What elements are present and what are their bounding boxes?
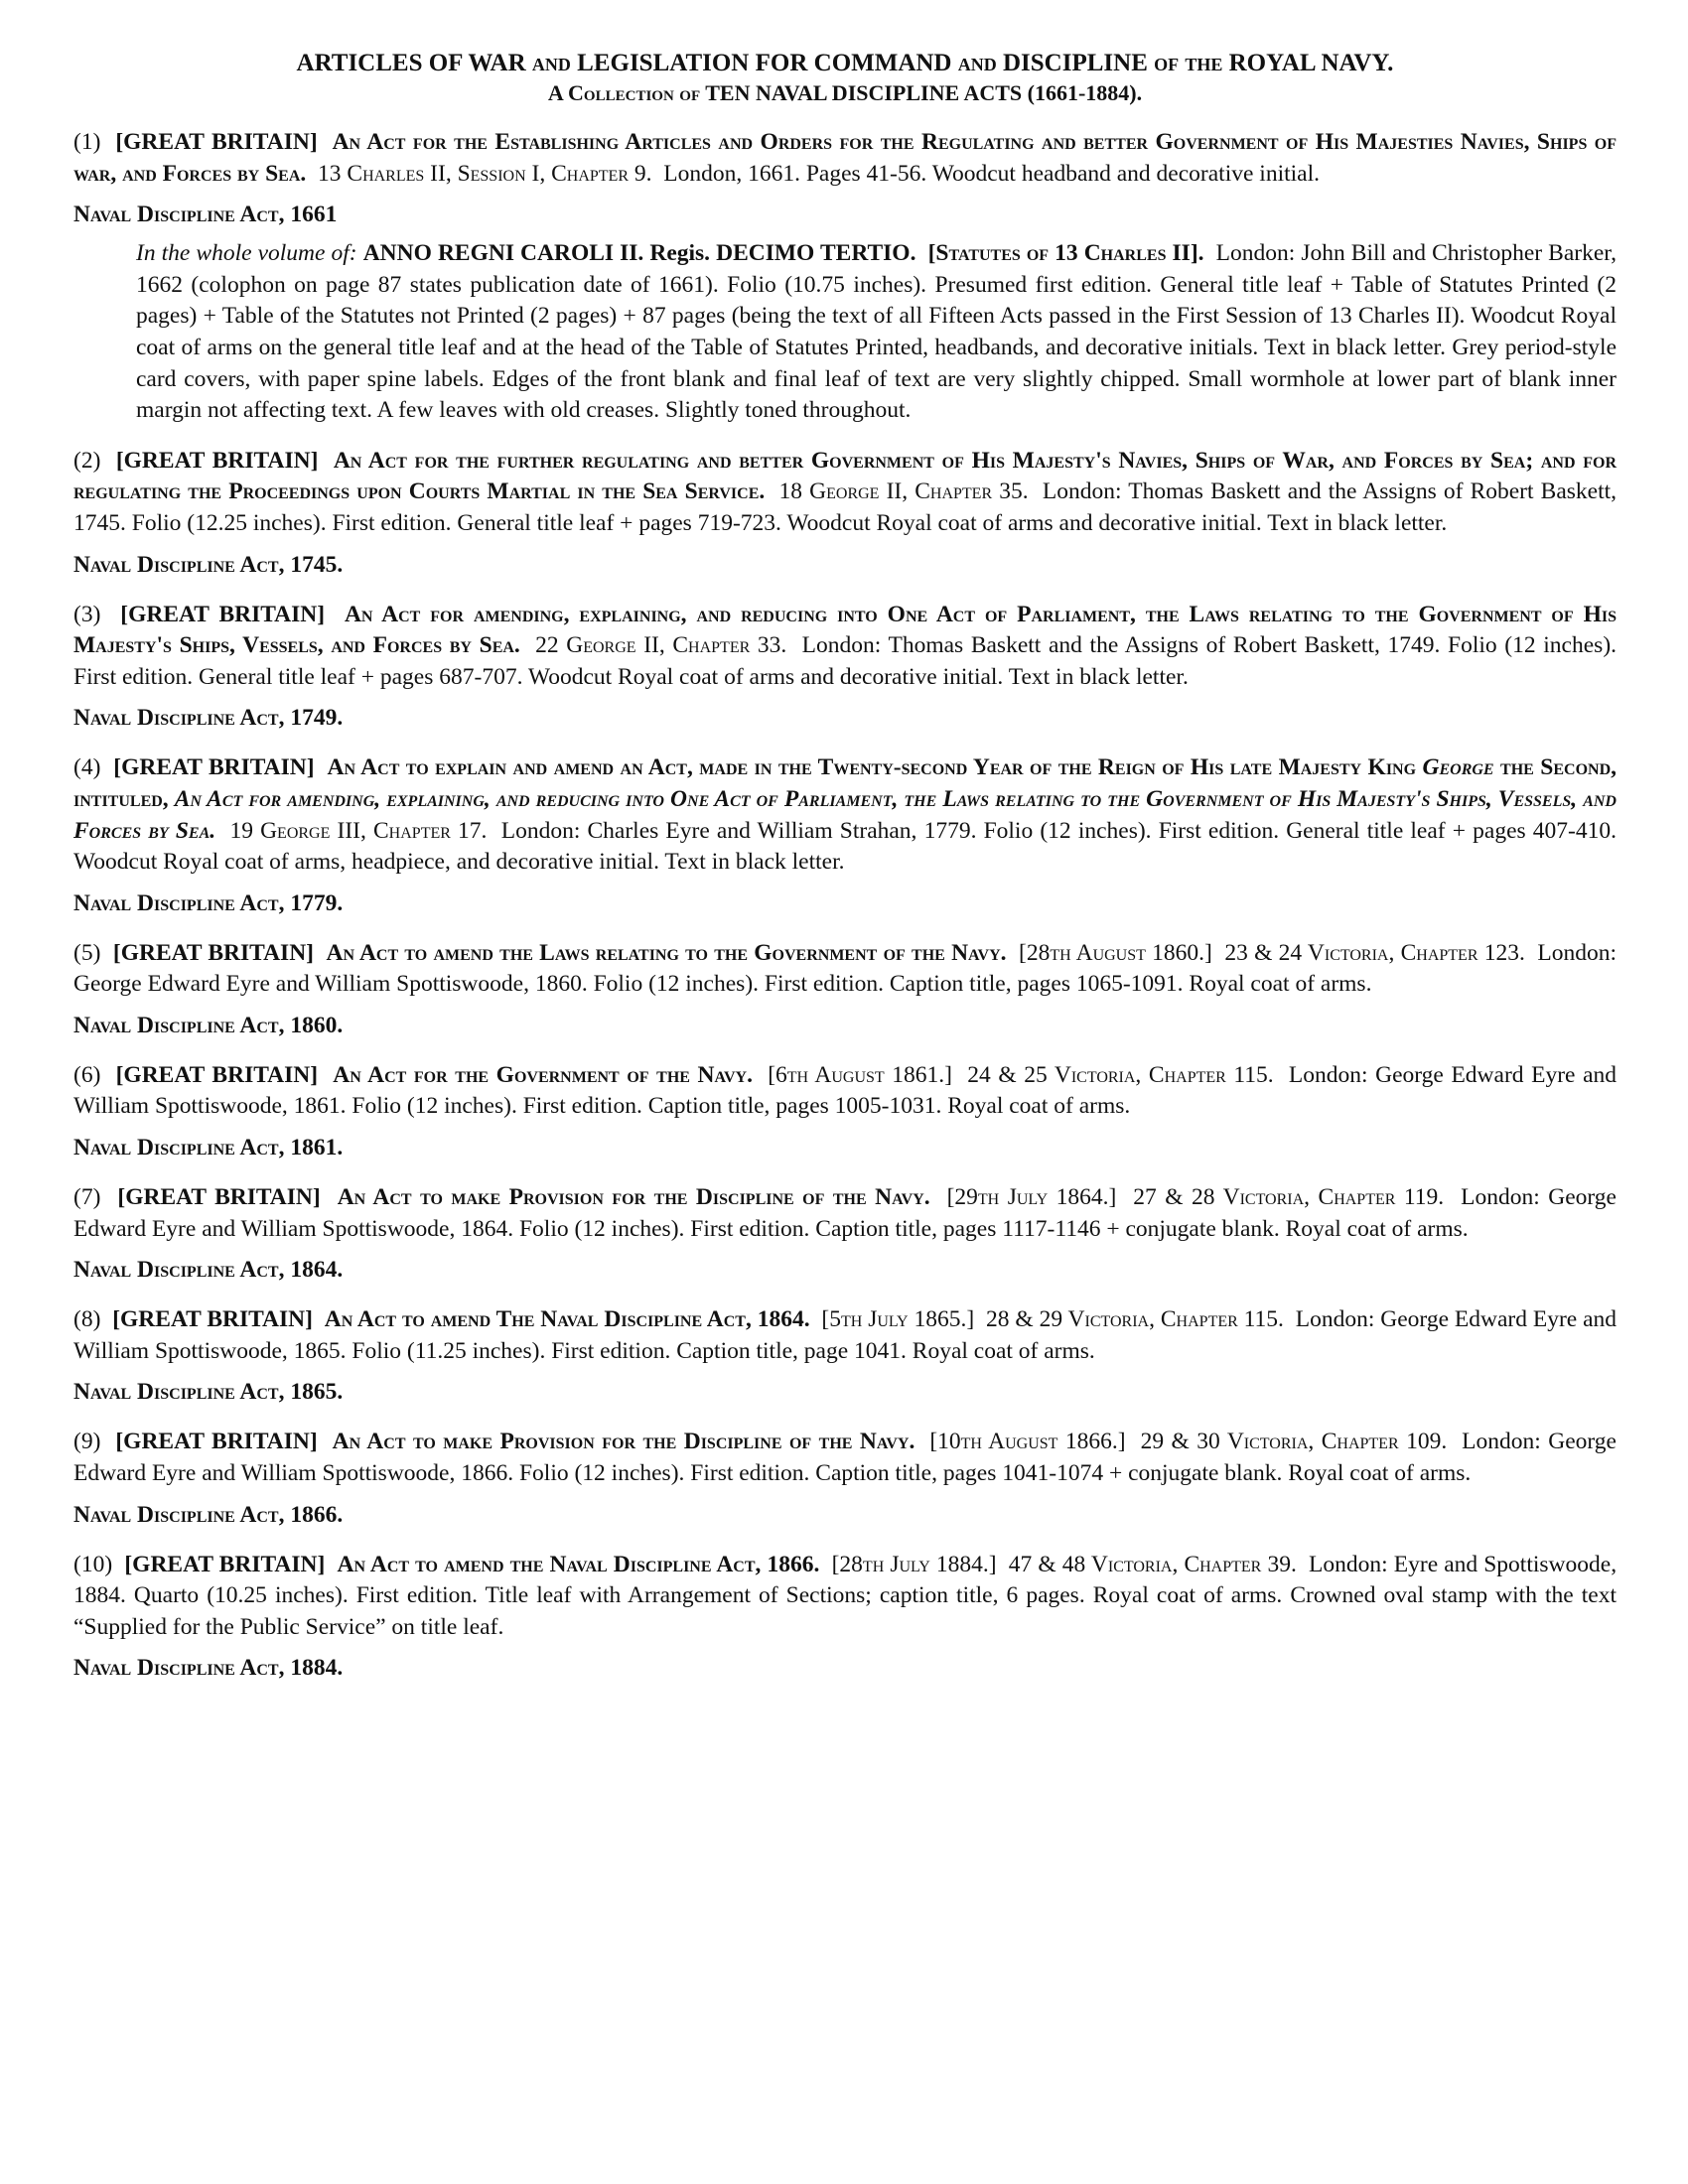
entry-number: (3) xyxy=(73,601,101,627)
entry-country: [GREAT BRITAIN] xyxy=(117,1184,321,1211)
catalog-entry-9 xyxy=(73,1427,1617,1530)
entry-description xyxy=(73,446,1617,540)
regnal-citation: 22 George II, Chapter 33. xyxy=(535,632,787,659)
entry-details: London: George Edward Eyre and William Spottiswoode, 1860. Folio (12 inches). First edition. Caption title, pages 1065-1091. Royal coat of arms. xyxy=(73,939,1617,998)
assent-date: [6th August 1861.] xyxy=(768,1061,953,1088)
note-volume-title: ANNO REGNI CAROLI II. Regis. DECIMO TERTIO. xyxy=(362,240,916,267)
entry-number: (4) xyxy=(73,754,101,781)
act-title-king: George xyxy=(1422,754,1494,781)
note-text: London: John Bill and Christopher Barker, 1662 (colophon on page 87 states publication date of 1661). Folio (10.75 inches). Presumed first edition. General title leaf + Table of Statutes Printed (2 pages) + Table of the Statutes not Printed (2 pages) + 87 pages (being the text of all Fifteen Acts passed in the First Session of 13 Charles II). Woodcut Royal coat of arms on the general title leaf and at the head of the Table of Statutes Printed, headbands, and decorative initials. Text in black letter. Grey period-style card covers, with paper spine labels. Edges of the front blank and final leaf of text are very slightly chipped. Small wormhole at lower part of blank inner margin not affecting text. A few leaves with old creases. Slightly toned throughout. xyxy=(136,240,1618,424)
assent-date: [28th July 1884.] xyxy=(831,1551,997,1577)
catalog-entry-3 xyxy=(73,600,1617,735)
page-subtitle: A Collection of TEN NAVAL DISCIPLINE ACTS (1661-1884). xyxy=(547,80,1143,105)
catalog-entry-2 xyxy=(73,446,1617,581)
entry-details: London: Thomas Baskett and the Assigns of Robert Baskett, 1749. Folio (12 inches). First edition. General title leaf + pages 687-707. Woodcut Royal coat of arms and decorative initial. Text in black letter. xyxy=(73,632,1618,690)
short-title: Naval Discipline Act, 1864. xyxy=(73,1257,344,1284)
regnal-citation: 24 & 25 Victoria, Chapter 115. xyxy=(967,1061,1274,1088)
regnal-citation: 27 & 28 Victoria, Chapter 119. xyxy=(1133,1184,1445,1211)
act-title: An Act to amend the Naval Discipline Act, 1866. xyxy=(337,1551,820,1577)
entry-country: [GREAT BRITAIN] xyxy=(112,1306,313,1333)
entry-details: London: Eyre and Spottiswoode, 1884. Quarto (10.25 inches). First edition. Title leaf with Arrangement of Sections; caption title, 6 pages. Royal coat of arms. Crowned oval stamp with the text “Supplied for the Public Service” on title leaf. xyxy=(73,1551,1618,1640)
entry-country: [GREAT BRITAIN] xyxy=(115,129,318,155)
entry-number: (6) xyxy=(73,1061,101,1088)
regnal-citation: 29 & 30 Victoria, Chapter 109. xyxy=(1140,1429,1448,1455)
regnal-citation: 18 George II, Chapter 35. xyxy=(778,478,1029,505)
entry-number: (2) xyxy=(73,447,101,474)
act-title: An Act to amend The Naval Discipline Act, 1864. xyxy=(324,1306,810,1333)
entry-details: London: George Edward Eyre and William Spottiswoode, 1866. Folio (12 inches). First edition. Caption title, pages 1041-1074 + conjugate blank. Royal coat of arms. xyxy=(73,1429,1617,1487)
entry-country: [GREAT BRITAIN] xyxy=(120,601,326,627)
act-title: An Act for the Establishing Articles and Orders for the Regulating and better Government of His Majesties Navies, Ships of war, and Forces by Sea. xyxy=(73,129,1618,187)
catalog-entry-6 xyxy=(73,1060,1617,1163)
entry-country: [GREAT BRITAIN] xyxy=(124,1551,326,1577)
entry-description xyxy=(73,1427,1617,1489)
catalog-entry-8 xyxy=(73,1304,1617,1408)
short-title: Naval Discipline Act, 1749. xyxy=(73,705,344,732)
entry-country: [GREAT BRITAIN] xyxy=(113,754,315,781)
act-title: An Act to make Provision for the Discipline of the Navy. xyxy=(332,1429,915,1455)
short-title: Naval Discipline Act, 1861. xyxy=(73,1135,344,1161)
volume-note xyxy=(136,238,1617,427)
catalog-entry-1 xyxy=(73,127,1617,427)
entry-description xyxy=(73,752,1617,878)
short-title: Naval Discipline Act, 1745. xyxy=(73,551,344,578)
regnal-citation: 28 & 29 Victoria, Chapter 115. xyxy=(986,1306,1284,1333)
act-title: An Act for amending, explaining, and reducing into One Act of Parliament, the Laws relating to the Government of His Majesty's Ships, Vessels, and Forces by Sea. xyxy=(73,601,1617,659)
entry-number: (1) xyxy=(73,129,101,155)
page-title: ARTICLES OF WAR and LEGISLATION FOR COMMAND and DISCIPLINE of the ROYAL NAVY. xyxy=(296,50,1394,76)
note-lead: In the whole volume of: xyxy=(136,240,357,267)
act-title: An Act to amend the Laws relating to the Government of the Navy. xyxy=(326,939,1007,966)
entry-details: London: George Edward Eyre and William Spottiswoode, 1865. Folio (11.25 inches). First edition. Caption title, page 1041. Royal coat of arms. xyxy=(73,1306,1618,1364)
entry-details: London, 1661. Pages 41-56. Woodcut headband and decorative initial. xyxy=(663,160,1320,187)
document-page xyxy=(73,48,1617,1684)
entry-country: [GREAT BRITAIN] xyxy=(112,939,314,966)
assent-date: [29th July 1864.] xyxy=(946,1184,1117,1211)
entry-number: (5) xyxy=(73,939,101,966)
regnal-citation: 19 George III, Chapter 17. xyxy=(229,817,488,844)
short-title: Naval Discipline Act, 1661 xyxy=(73,202,338,228)
short-title: Naval Discipline Act, 1779. xyxy=(73,889,344,916)
entry-details: London: George Edward Eyre and William Spottiswoode, 1864. Folio (12 inches). First edition. Caption title, pages 1117-1146 + conjugate blank. Royal coat of arms. xyxy=(73,1184,1617,1242)
entry-country: [GREAT BRITAIN] xyxy=(115,1061,319,1088)
catalog-entry-4 xyxy=(73,752,1617,918)
entry-number: (10) xyxy=(73,1551,113,1577)
regnal-citation: 23 & 24 Victoria, Chapter 123. xyxy=(1224,939,1525,966)
short-title: Naval Discipline Act, 1865. xyxy=(73,1379,344,1406)
entry-number: (9) xyxy=(73,1429,101,1455)
entry-description xyxy=(73,1304,1617,1367)
regnal-citation: 47 & 48 Victoria, Chapter 39. xyxy=(1008,1551,1297,1577)
assent-date: [10th August 1866.] xyxy=(929,1429,1126,1455)
entry-description xyxy=(73,938,1617,1001)
act-title-part: the Second, intituled, xyxy=(73,754,1618,812)
act-title: An Act for the further regulating and better Government of His Majesty's Navies, Ships of War, and Forces by Sea; and for regulating the Proceedings upon Courts Martial in the Sea Service. xyxy=(73,447,1618,505)
regnal-citation: 13 Charles II, Session I, Chapter 9. xyxy=(318,160,652,187)
note-volume-subtitle: [Statutes of 13 Charles II]. xyxy=(927,240,1204,267)
entry-country: [GREAT BRITAIN] xyxy=(115,447,319,474)
catalog-entry-7 xyxy=(73,1182,1617,1286)
assent-date: [28th August 1860.] xyxy=(1019,939,1212,966)
act-title: An Act for the Government of the Navy. xyxy=(333,1061,753,1088)
entry-country: [GREAT BRITAIN] xyxy=(115,1429,318,1455)
entry-description xyxy=(73,1182,1617,1245)
entry-details: London: George Edward Eyre and William Spottiswoode, 1861. Folio (12 inches). First edition. Caption title, pages 1005-1031. Royal coat of arms. xyxy=(73,1061,1618,1120)
short-title: Naval Discipline Act, 1860. xyxy=(73,1012,344,1038)
act-title-part: An Act to explain and amend an Act, made in the Twenty-second Year of the Reign of His late Majesty King xyxy=(327,754,1423,781)
assent-date: [5th July 1865.] xyxy=(821,1306,975,1333)
entry-description xyxy=(73,1550,1617,1644)
entry-details: London: Charles Eyre and William Strahan, 1779. Folio (12 inches). First edition. General title leaf + pages 407-410. Woodcut Royal coat of arms, headpiece, and decorative initial. Text in black letter. xyxy=(73,817,1617,876)
act-title-italic: An Act for amending, explaining, and reducing into One Act of Parliament, the Laws relating to the Government of His Majesty's Ships, Vessels, and Forces by Sea. xyxy=(73,785,1617,844)
catalog-entry-10 xyxy=(73,1550,1617,1685)
entry-number: (7) xyxy=(73,1184,101,1211)
act-title: An Act to make Provision for the Discipline of the Navy. xyxy=(337,1184,930,1211)
entry-number: (8) xyxy=(73,1306,101,1333)
entry-description xyxy=(73,1060,1617,1123)
entry-description xyxy=(73,127,1617,190)
entry-description xyxy=(73,600,1617,694)
short-title: Naval Discipline Act, 1866. xyxy=(73,1501,344,1528)
catalog-entry-5 xyxy=(73,938,1617,1041)
entry-details: London: Thomas Baskett and the Assigns of Robert Baskett, 1745. Folio (12.25 inches). First edition. General title leaf + pages 719-723. Woodcut Royal coat of arms and decorative initial. Text in black letter. xyxy=(73,478,1618,536)
short-title: Naval Discipline Act, 1884. xyxy=(73,1655,344,1682)
